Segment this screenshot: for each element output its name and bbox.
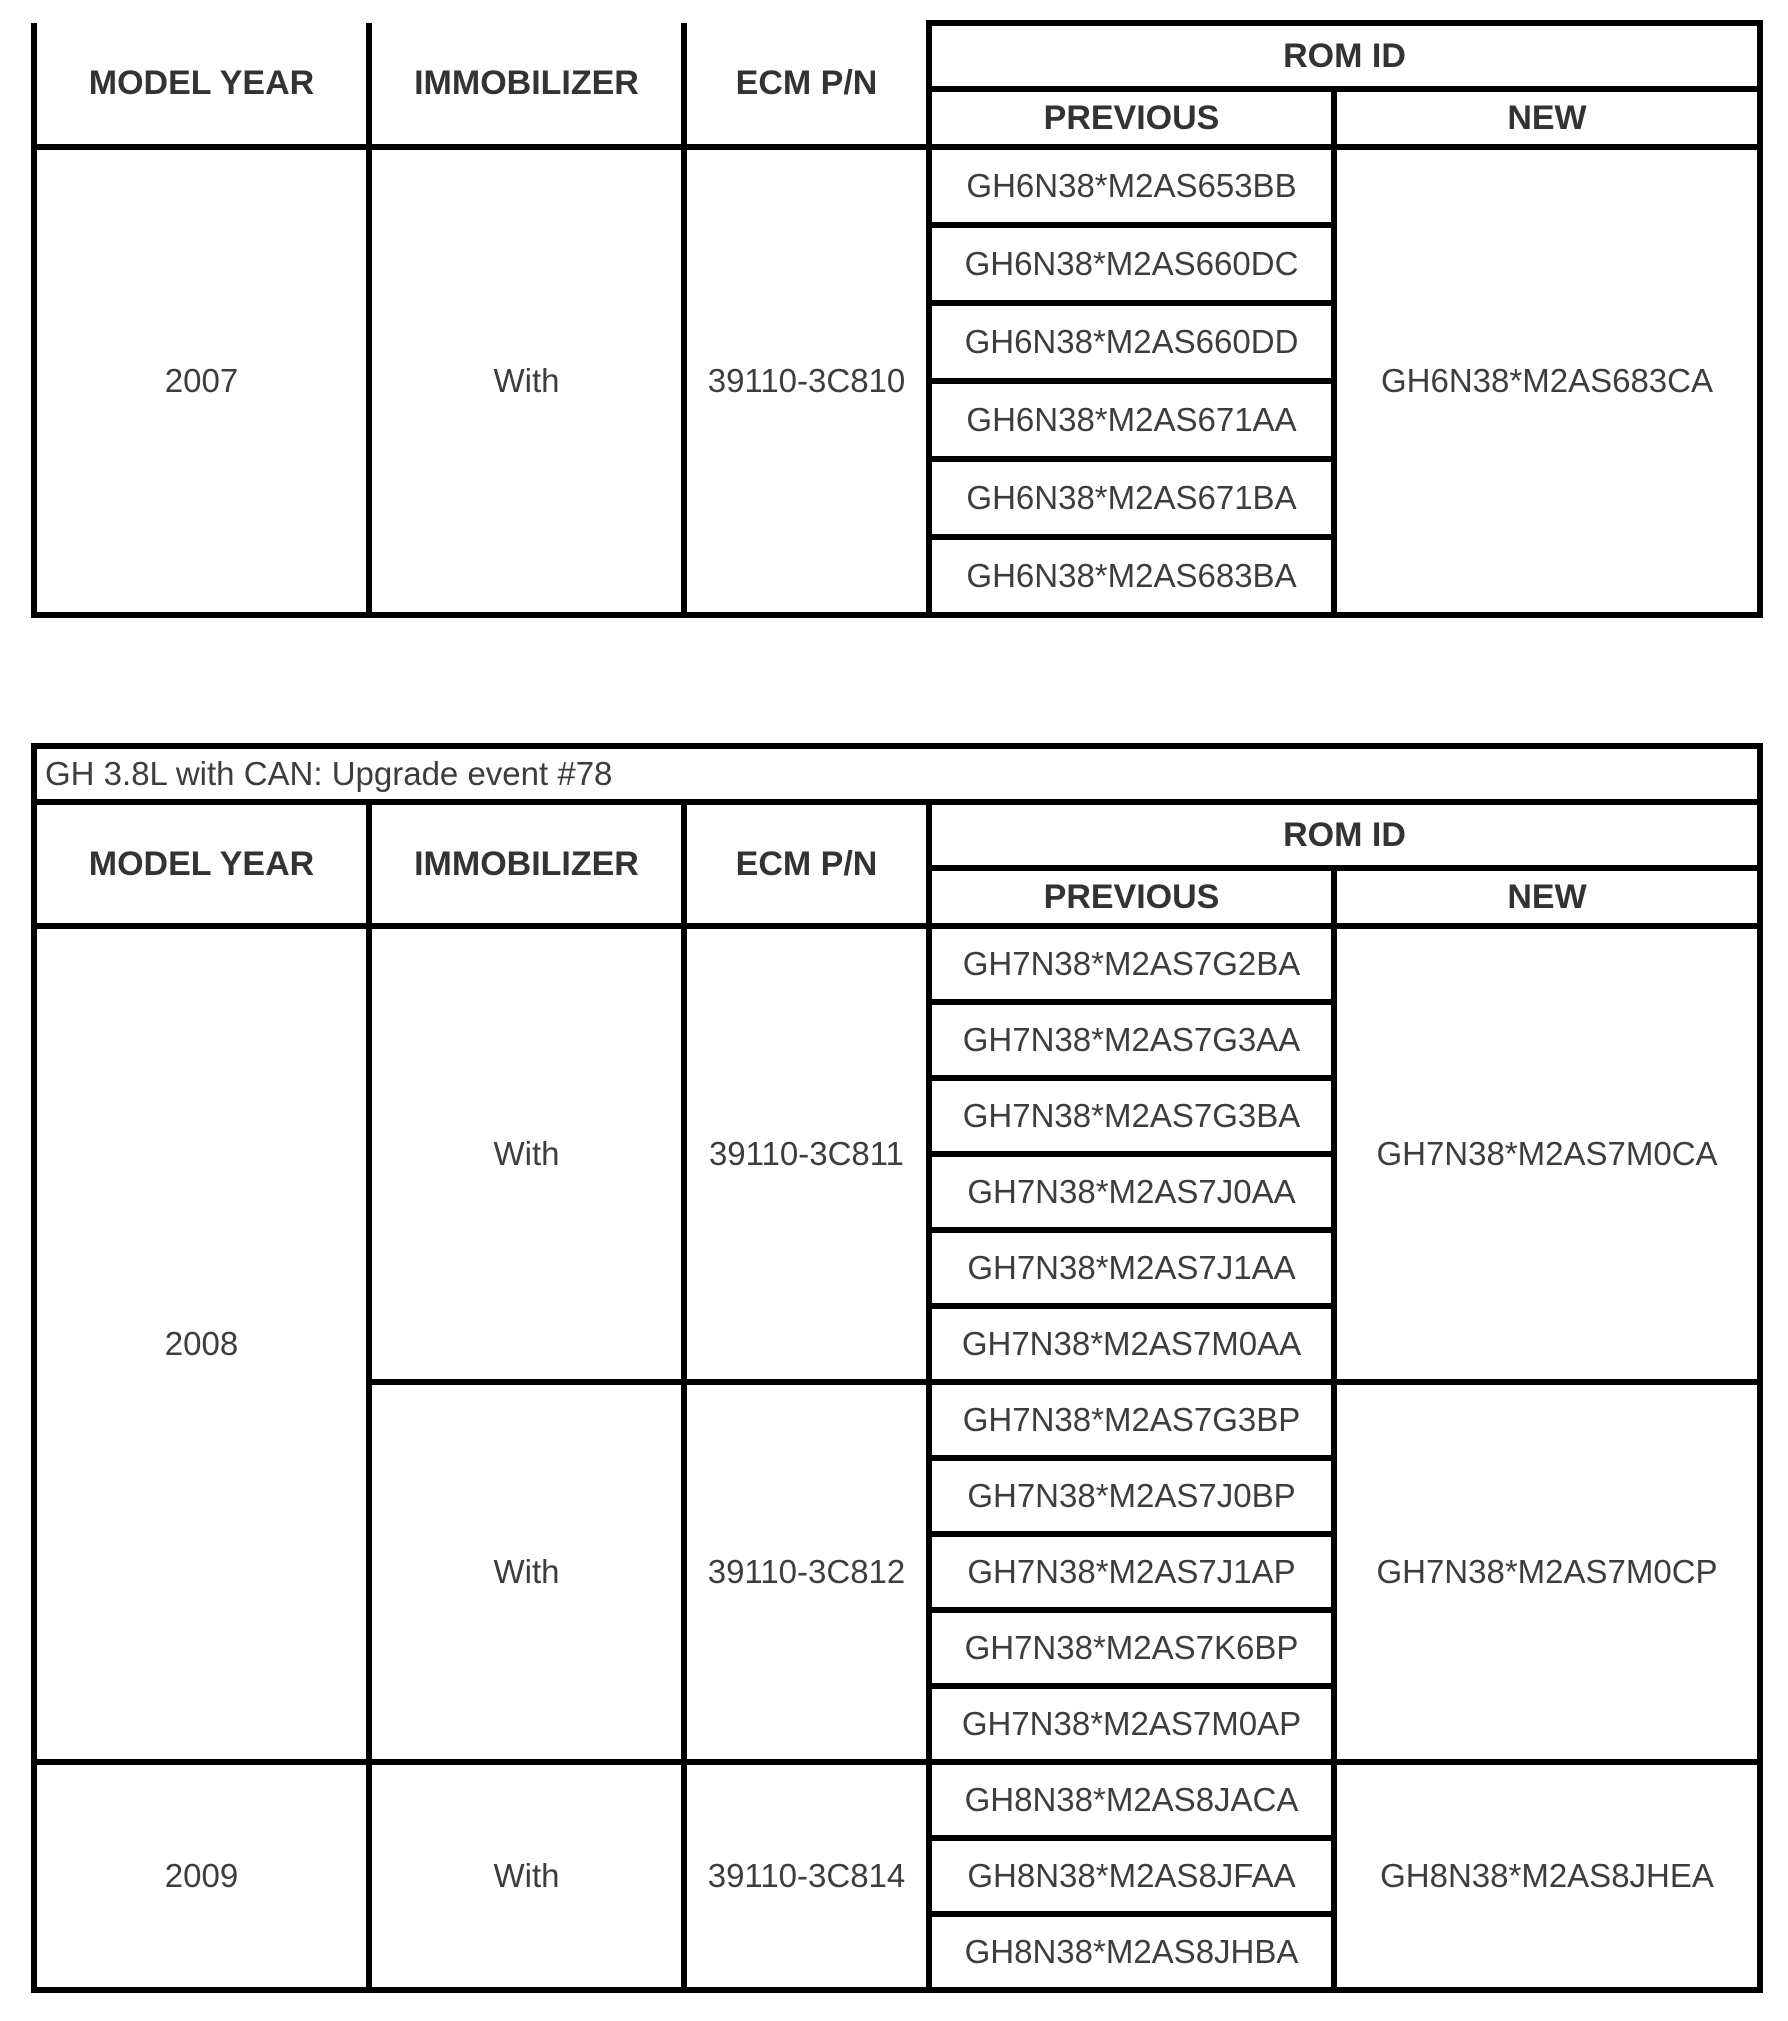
- ecm-pn-cell: 39110-3C811: [684, 926, 929, 1382]
- header-immobilizer: IMMOBILIZER: [369, 802, 684, 926]
- header-previous: PREVIOUS: [929, 89, 1334, 147]
- ecm-pn-cell: 39110-3C814: [684, 1762, 929, 1990]
- previous-rom-id-cell: GH6N38*M2AS653BB: [929, 147, 1334, 225]
- table-gap: [31, 618, 1757, 743]
- table-title: GH 3.8L with CAN: Upgrade event #78: [34, 746, 1760, 802]
- previous-rom-id-cell: GH8N38*M2AS8JACA: [929, 1762, 1334, 1838]
- previous-rom-id-cell: GH7N38*M2AS7J0AA: [929, 1154, 1334, 1230]
- header-new: NEW: [1334, 868, 1760, 926]
- header-new: NEW: [1334, 89, 1760, 147]
- immobilizer-cell: With: [369, 1762, 684, 1990]
- previous-rom-id-cell: GH7N38*M2AS7M0AP: [929, 1686, 1334, 1762]
- previous-rom-id-cell: GH8N38*M2AS8JFAA: [929, 1838, 1334, 1914]
- previous-rom-id-cell: GH6N38*M2AS660DC: [929, 225, 1334, 303]
- model-year-cell: 2008: [34, 926, 369, 1762]
- header-model-year: MODEL YEAR: [34, 802, 369, 926]
- previous-rom-id-cell: GH7N38*M2AS7J1AP: [929, 1534, 1334, 1610]
- previous-rom-id-cell: GH7N38*M2AS7J1AA: [929, 1230, 1334, 1306]
- new-rom-id-cell: GH8N38*M2AS8JHEA: [1334, 1762, 1760, 1990]
- previous-rom-id-cell: GH6N38*M2AS660DD: [929, 303, 1334, 381]
- previous-rom-id-cell: GH8N38*M2AS8JHBA: [929, 1914, 1334, 1990]
- immobilizer-cell: With: [369, 1382, 684, 1762]
- previous-rom-id-cell: GH7N38*M2AS7J0BP: [929, 1458, 1334, 1534]
- ecm-pn-cell: 39110-3C810: [684, 147, 929, 615]
- header-ecm-pn: ECM P/N: [684, 802, 929, 926]
- ecm-pn-cell: 39110-3C812: [684, 1382, 929, 1762]
- rom-id-table-can-event-78: [31, 743, 1763, 1993]
- header-model-year: MODEL YEAR: [34, 23, 369, 147]
- new-rom-id-cell: GH6N38*M2AS683CA: [1334, 147, 1760, 615]
- header-rom-id: ROM ID: [929, 802, 1760, 868]
- new-rom-id-cell: GH7N38*M2AS7M0CA: [1334, 926, 1760, 1382]
- previous-rom-id-cell: GH7N38*M2AS7G3AA: [929, 1002, 1334, 1078]
- header-previous: PREVIOUS: [929, 868, 1334, 926]
- previous-rom-id-cell: GH7N38*M2AS7M0AA: [929, 1306, 1334, 1382]
- previous-rom-id-cell: GH6N38*M2AS671AA: [929, 381, 1334, 459]
- new-rom-id-cell: GH7N38*M2AS7M0CP: [1334, 1382, 1760, 1762]
- previous-rom-id-cell: GH7N38*M2AS7K6BP: [929, 1610, 1334, 1686]
- model-year-cell: 2007: [34, 147, 369, 615]
- model-year-cell: 2009: [34, 1762, 369, 1990]
- header-rom-id: ROM ID: [929, 23, 1760, 89]
- header-immobilizer: IMMOBILIZER: [369, 23, 684, 147]
- previous-rom-id-cell: GH7N38*M2AS7G3BA: [929, 1078, 1334, 1154]
- previous-rom-id-cell: GH6N38*M2AS671BA: [929, 459, 1334, 537]
- header-ecm-pn: ECM P/N: [684, 23, 929, 147]
- previous-rom-id-cell: GH7N38*M2AS7G3BP: [929, 1382, 1334, 1458]
- rom-id-table-prior: [31, 20, 1763, 618]
- immobilizer-cell: With: [369, 147, 684, 615]
- previous-rom-id-cell: GH7N38*M2AS7G2BA: [929, 926, 1334, 1002]
- previous-rom-id-cell: GH6N38*M2AS683BA: [929, 537, 1334, 615]
- immobilizer-cell: With: [369, 926, 684, 1382]
